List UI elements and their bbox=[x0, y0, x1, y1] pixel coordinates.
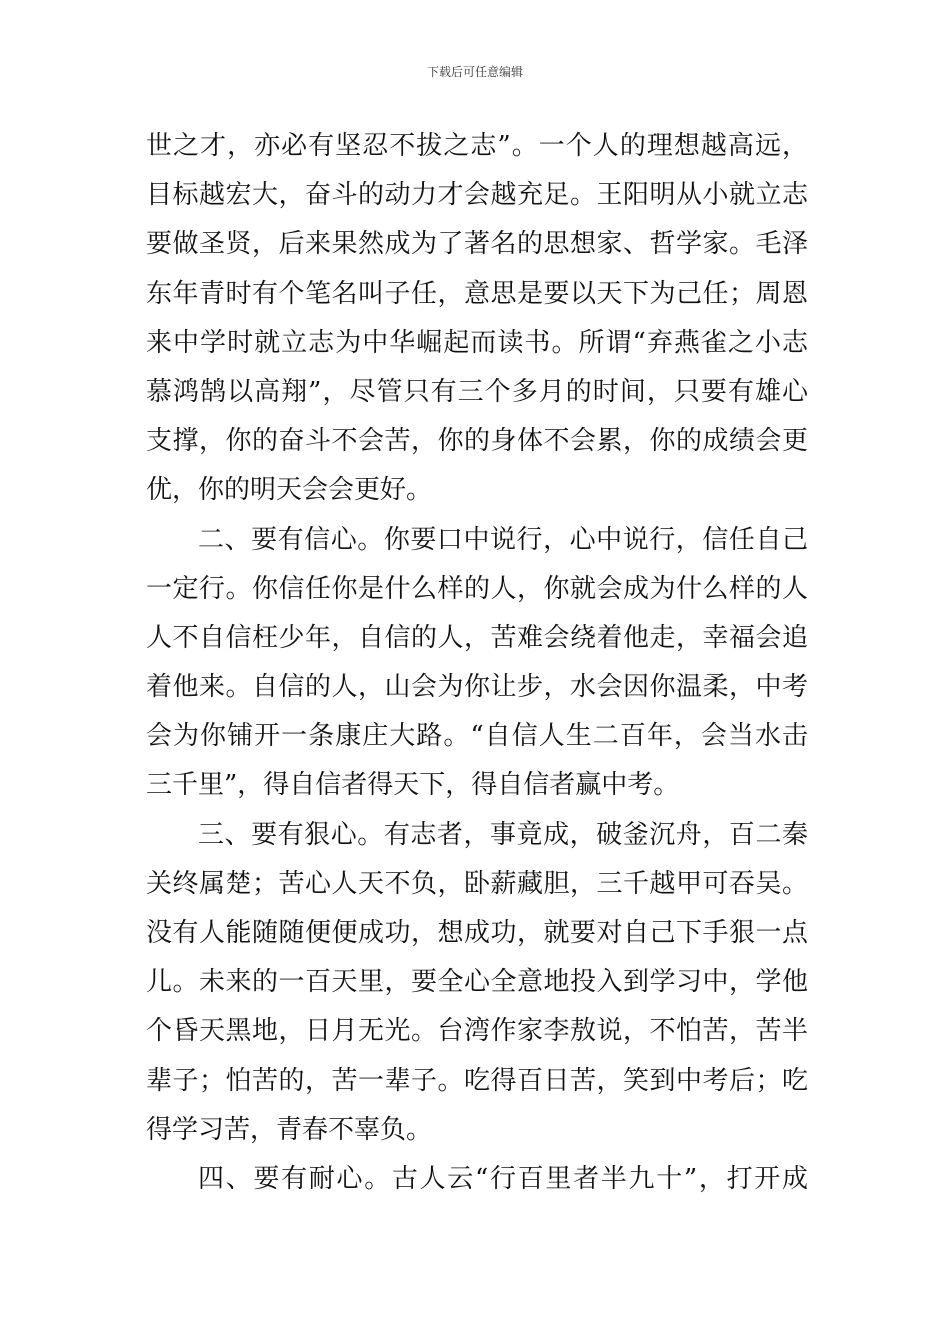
text-line: 关终属楚；苦心人天不负，卧薪藏胆，三千越甲可吞吴。 bbox=[146, 868, 808, 899]
text-line: 世之才，亦必有坚忍不拔之志”。一个人的理想越高远， bbox=[146, 131, 808, 161]
text-line: 东年青时有个笔名叫子任，意思是要以天下为己任；周恩 bbox=[146, 278, 808, 309]
document-body bbox=[146, 122, 808, 1204]
paragraph-start-line: 四、要有耐心。古人云“行百里者半九十”，打开成 bbox=[198, 1163, 808, 1194]
text-line: 没有人能随随便便成功，想成功，就要对自己下手狠一点 bbox=[146, 918, 808, 948]
text-line: 会为你铺开一条康庄大路。“自信人生二百年，会当水击 bbox=[146, 721, 808, 752]
text-line: 来中学时就立志为中华崛起而读书。所谓“弃燕雀之小志 bbox=[146, 327, 808, 358]
text-line: 慕鸿鹄以高翔”，尽管只有三个多月的时间，只要有雄心 bbox=[146, 376, 808, 407]
page-header: 下载后可任意编辑 bbox=[426, 65, 523, 79]
text-line: 支撑，你的奋斗不会苦，你的身体不会累，你的成绩会更 bbox=[146, 426, 808, 457]
paragraph-start-line: 二、要有信心。你要口中说行，心中说行，信任自己 bbox=[198, 524, 808, 555]
text-line: 个昏天黑地，日月无光。台湾作家李敖说，不怕苦，苦半 bbox=[146, 1016, 808, 1047]
text-line: 儿。未来的一百天里，要全心全意地投入到学习中，学他 bbox=[146, 967, 808, 998]
text-line: 一定行。你信任你是什么样的人，你就会成为什么样的人 bbox=[146, 573, 808, 604]
text-line: 人不自信枉少年，自信的人，苦难会绕着他走，幸福会追 bbox=[146, 622, 808, 653]
paragraph-start-line: 三、要有狠心。有志者，事竟成，破釜沉舟，百二秦 bbox=[198, 819, 808, 850]
paragraph-end-line: 得学习苦，青春不辜负。 bbox=[146, 1114, 433, 1145]
text-line: 目标越宏大，奋斗的动力才会越充足。王阳明从小就立志 bbox=[146, 180, 808, 211]
text-line: 着他来。自信的人，山会为你让步，水会因你温柔，中考 bbox=[146, 672, 808, 703]
paragraph-end-line: 优，你的明天会会更好。 bbox=[146, 475, 433, 506]
text-line: 辈子；怕苦的，苦一辈子。吃得百日苦，笑到中考后；吃 bbox=[146, 1065, 808, 1096]
text-line: 要做圣贤，后来果然成为了著名的思想家、哲学家。毛泽 bbox=[146, 229, 808, 260]
paragraph-end-line: 三千里”，得自信者得天下，得自信者赢中考。 bbox=[146, 770, 680, 801]
